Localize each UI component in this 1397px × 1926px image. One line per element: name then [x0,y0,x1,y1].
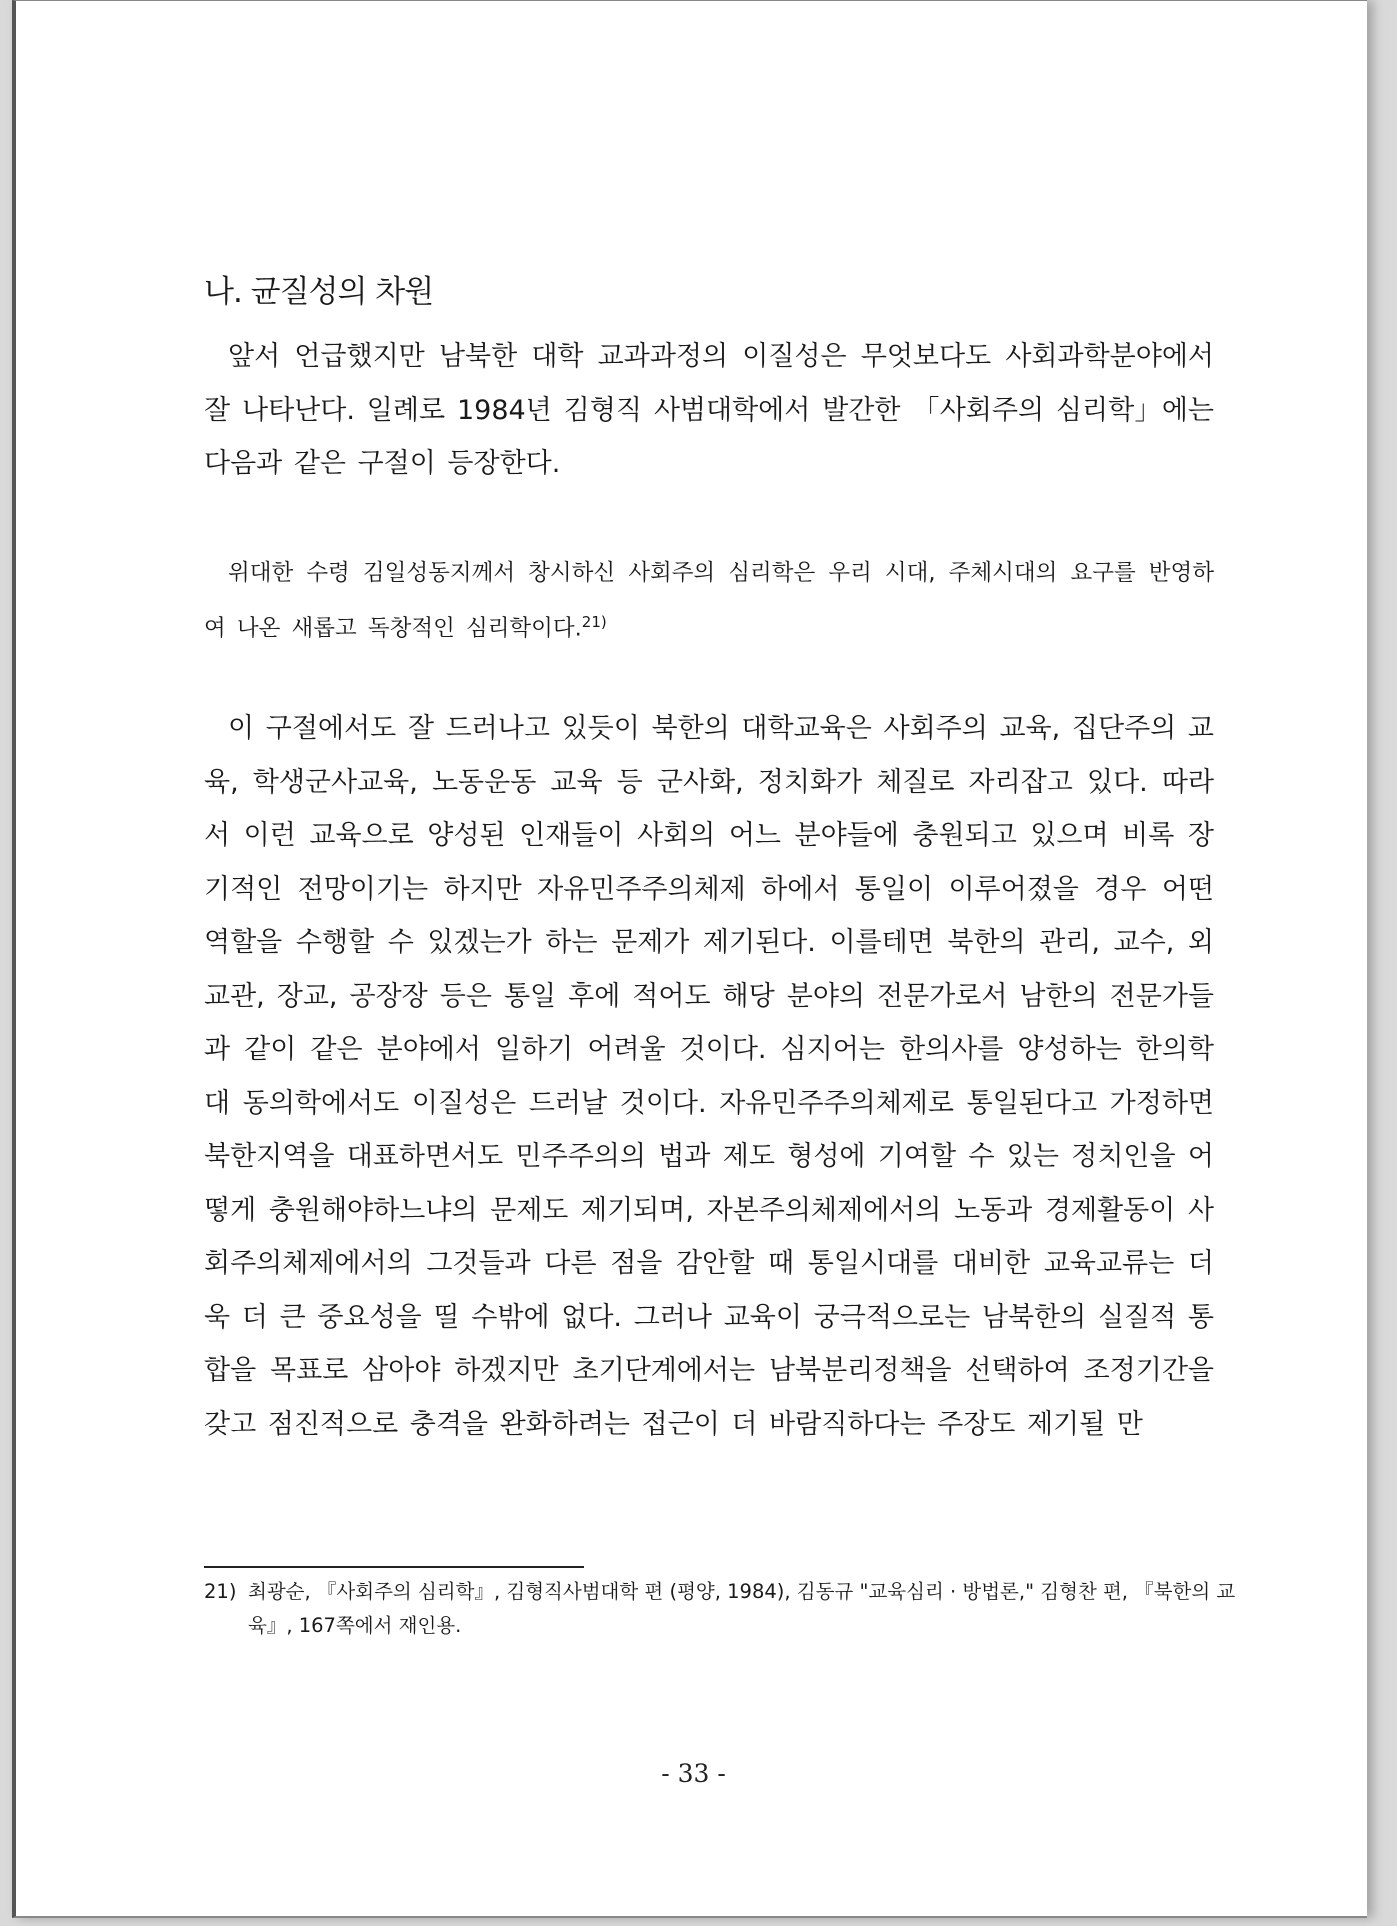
section-heading: 나. 균질성의 차원 [204,274,434,310]
footnote [204,1575,1258,1643]
footnote-text: 최광순, 『사회주의 심리학』, 김형직사범대학 편 (평양, 1984), 김동규 "교육심리 · 방법론," 김형찬 편, 『북한의 교육』, 167쪽에서 재인용. [248,1580,1236,1637]
footnote-number: 21) [204,1580,237,1603]
body-paragraph-2: 이 구절에서도 잘 드러나고 있듯이 북한의 대학교육은 사회주의 교육, 집단주의 교육, 학생군사교육, 노동운동 교육 등 군사화, 정치화가 체질로 자리잡고 있다. 따라서 이런 교육으로 양성된 인재들이 사회의 어느 분야들에 충원되고 있으며 비록 장기적인 전망이기는 하지만 자유민주주의체제 하에서 통일이 이루어졌을 경우 어떤 역할을 수행할 수 있겠는가 하는 문제가 제기된다. 이를테면 북한의 관리, 교수, 외교관, 장교, 공장장 등은 통일 후에 적어도 해당 분야의 전문가로서 남한의 전문가들과 같이 같은 분야에서 일하기 어려울 것이다. 심지어는 한의사를 양성하는 한의학대 동의학에서도 이질성은 드러날 것이다. 자유민주주의체제로 통일된다고 가정하면 북한지역을 대표하면서도 민주주의의 법과 제도 형성에 기여할 수 있는 정치인을 어떻게 충원해야하느냐의 문제도 제기되며, 자본주의체제에서의 노동과 경제활동이 사회주의체제에서의 그것들과 다른 점을 감안할 때 통일시대를 대비한 교육교류는 더욱 더 큰 중요성을 띨 수밖에 없다. 그러나 교육이 궁극적으로는 남북한의 실질적 통합을 목표로 삼아야 하겠지만 초기단계에서는 남북분리정책을 선택하여 조정기간을 갖고 점진적으로 충격을 완화하려는 접근이 더 바람직하다는 주장도 제기될 만 [204,713,1214,1440]
block-quote [204,549,1214,654]
footnote-reference: 21) [581,613,607,631]
document-page [12,0,1367,1918]
quote-text: 위대한 수령 김일성동지께서 창시하신 사회주의 심리학은 우리 시대, 주체시대의 요구를 반영하여 나온 새롭고 독창적인 심리학이다. [204,560,1214,642]
page-number: - 33 - [661,1759,726,1788]
footnote-divider [204,1566,584,1568]
body-paragraph-1: 앞서 언급했지만 남북한 대학 교과과정의 이질성은 무엇보다도 사회과학분야에서 잘 나타난다. 일례로 1984년 김형직 사범대학에서 발간한 「사회주의 심리학」에는 다음과 같은 구절이 등장한다. [204,341,1214,479]
